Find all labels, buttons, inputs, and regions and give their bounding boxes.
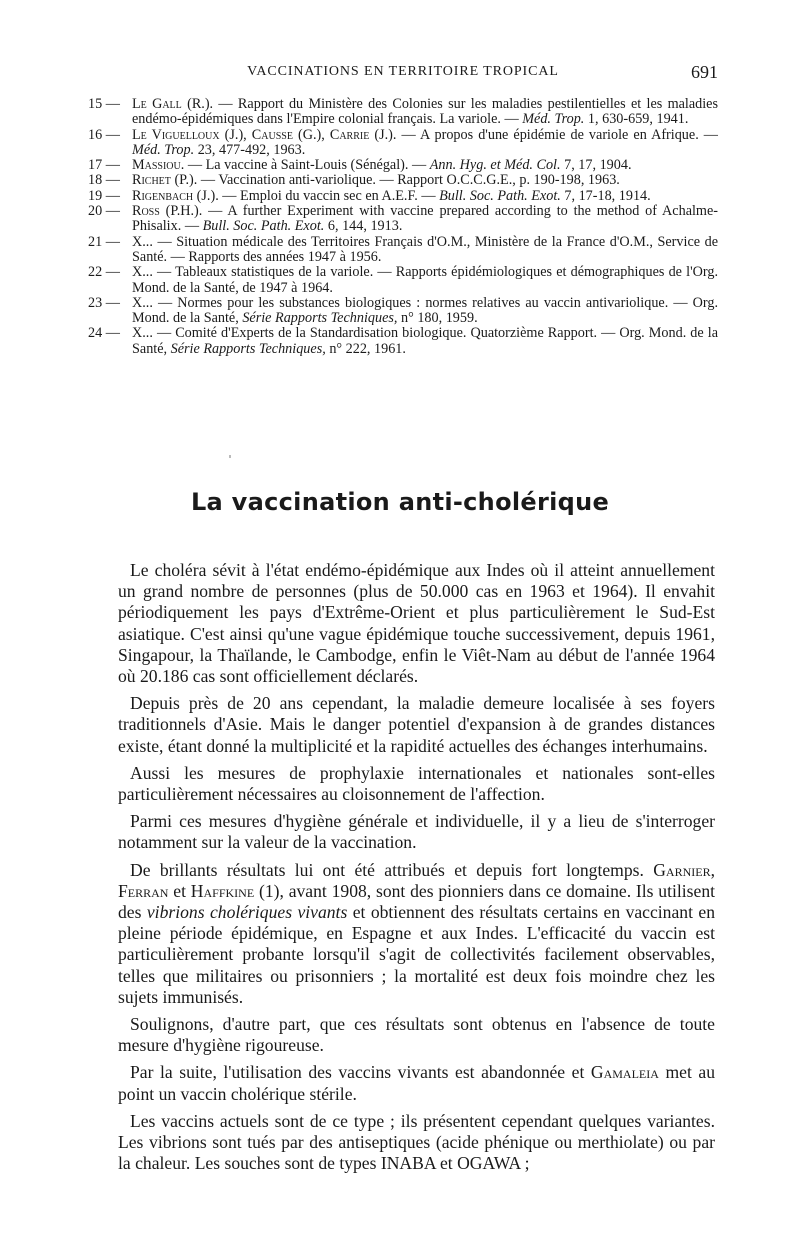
author-name: Le Viguelloux (J.), Causse (G.), Carrie (J.). bbox=[132, 126, 397, 143]
italic-text: Méd. Trop. bbox=[132, 141, 195, 158]
author-name: Ferran bbox=[118, 880, 169, 901]
reference-number: 15 — bbox=[88, 96, 120, 112]
reference-number: 20 — bbox=[88, 203, 120, 220]
italic-text: Série Rapports Techniques, bbox=[242, 310, 398, 327]
text-run: — Vaccination anti-variolique. — Rapport O.C.C.G.E., p. 190-198, 1963. bbox=[197, 172, 620, 189]
text-run: 23, 477-492, 1963. bbox=[194, 141, 306, 158]
reference-text bbox=[132, 296, 718, 327]
paragraph bbox=[118, 693, 715, 757]
reference-number: 19 — bbox=[88, 187, 120, 204]
author-name: Haffkine bbox=[190, 880, 255, 901]
scan-mark bbox=[229, 455, 231, 458]
paragraph bbox=[118, 1014, 715, 1056]
reference-item bbox=[88, 326, 718, 357]
text-run: et obtiennent des résultats certains en vaccinant en pleine période épidémique, en Espagne et aux Indes. L'efficacité du vaccin est particulièrement probante lorsqu'il s'agit de collectivités facilement observables, telles que militaires ou prisonniers ; la mortalité est deux fois moindre chez les sujets immunisés. bbox=[118, 902, 715, 1007]
reference-number: 17 — bbox=[88, 157, 120, 174]
text-run: 7, 17-18, 1914. bbox=[560, 187, 651, 204]
text-run: n° 180, 1959. bbox=[397, 310, 478, 327]
text-run: X... — Situation médicale des Territoires Français d'O.M., Ministère de la France d'O.M., Service de Santé. — Rapports des années 1947 à 1956. bbox=[132, 233, 718, 265]
page-number: 691 bbox=[691, 62, 718, 82]
text-run: — Emploi du vaccin sec en A.E.F. — bbox=[218, 187, 440, 204]
italic-text: Bull. Soc. Path. Exot. bbox=[202, 218, 325, 235]
paragraph bbox=[118, 860, 715, 1008]
text-run: — La vaccine à Saint-Louis (Sénégal). — bbox=[184, 157, 430, 174]
reference-item bbox=[88, 173, 718, 188]
text-run: 7, 17, 1904. bbox=[560, 157, 632, 174]
italic-text: vibrions cholériques vivants bbox=[146, 902, 348, 923]
text-run: — A propos d'une épidémie de variole en Afrique. — bbox=[396, 126, 718, 143]
running-header bbox=[88, 62, 718, 84]
italic-text: Ann. Hyg. et Méd. Col. bbox=[429, 157, 561, 174]
text-run: X... — Comité d'Experts de la Standardisation biologique. Quatorzième Rapport. — Org. Mond. de la Santé, bbox=[132, 325, 718, 357]
text-run: , bbox=[710, 859, 715, 880]
text-run: — A further Experiment with vaccine prepared according to the method of Achalme-Phisalix. — bbox=[132, 203, 718, 235]
section-title: La vaccination anti-cholérique bbox=[190, 488, 610, 516]
reference-list bbox=[88, 97, 718, 357]
text-run: Les vaccins actuels sont de ce type ; ils présentent cependant quelques variantes. Les vibrions sont tués par des antiseptiques (acide phénique ou merthiolate) ou par la chaleur. Les souches sont de types INABA et OGAWA ; bbox=[118, 1110, 715, 1174]
article-body bbox=[118, 560, 715, 1180]
text-run: Par la suite, l'utilisation des vaccins vivants est abandonnée et bbox=[130, 1062, 591, 1083]
reference-text bbox=[132, 158, 718, 173]
text-run: Soulignons, d'autre part, que ces résultats sont obtenus en l'absence de toute mesure d'hygiène rigoureuse. bbox=[118, 1014, 715, 1056]
reference-text bbox=[132, 128, 718, 159]
reference-item bbox=[88, 189, 718, 204]
author-name: Rigenbach (J.). bbox=[132, 187, 219, 204]
reference-text bbox=[132, 204, 718, 235]
paragraph bbox=[118, 1111, 715, 1175]
text-run: X... — Normes pour les substances biologiques : normes relatives au vaccin antivariolique. — Org. Mond. de la Santé, bbox=[132, 294, 718, 327]
reference-text bbox=[132, 265, 718, 296]
reference-item bbox=[88, 128, 718, 159]
reference-item bbox=[88, 204, 718, 235]
reference-number: 18 — bbox=[88, 172, 120, 189]
paragraph bbox=[118, 1062, 715, 1104]
reference-number: 23 — bbox=[88, 294, 120, 311]
reference-text bbox=[132, 235, 718, 266]
reference-number: 24 — bbox=[88, 325, 120, 342]
text-run: n° 222, 1961. bbox=[325, 340, 406, 357]
reference-number: 21 — bbox=[88, 233, 120, 250]
text-run: De brillants résultats lui ont été attribués et depuis fort longtemps. bbox=[130, 859, 654, 880]
paragraph bbox=[118, 811, 715, 853]
reference-text bbox=[132, 97, 718, 128]
author-name: Le Gall (R.). bbox=[132, 96, 214, 112]
reference-item bbox=[88, 296, 718, 327]
text-run: 6, 144, 1913. bbox=[324, 218, 403, 235]
text-run: Aussi les mesures de prophylaxie internationales et nationales sont-elles particulièrement nécessaires au cloisonnement de l'affection. bbox=[118, 762, 715, 805]
running-title: VACCINATIONS EN TERRITOIRE TROPICAL bbox=[247, 64, 559, 79]
italic-text: Méd. Trop. bbox=[522, 111, 585, 128]
author-name: Massiou. bbox=[132, 157, 185, 174]
text-run: Depuis près de 20 ans cependant, la maladie demeure localisée à ses foyers traditionnels d'Asie. Mais le danger potentiel d'expansion à de grandes distances existe, étant donné la multiplicité et la rapidité actuelles des échanges interhumains. bbox=[118, 693, 715, 756]
reference-item bbox=[88, 97, 718, 128]
text-run: Parmi ces mesures d'hygiène générale et individuelle, il y a lieu de s'interroger notamment sur la valeur de la vaccination. bbox=[118, 811, 715, 853]
italic-text: Bull. Soc. Path. Exot. bbox=[439, 187, 561, 204]
reference-number: 16 — bbox=[88, 126, 120, 143]
author-name: Ross (P.H.). bbox=[132, 203, 203, 220]
reference-item bbox=[88, 265, 718, 296]
paragraph bbox=[118, 763, 715, 805]
text-run: X... — Tableaux statistiques de la variole. — Rapports épidémiologiques et démographiques de l'Org. Mond. de la Santé, de 1947 à 1964. bbox=[132, 264, 718, 296]
author-name: Garnier bbox=[653, 859, 711, 880]
reference-number: 22 — bbox=[88, 264, 120, 281]
author-name: Richet (P.). bbox=[132, 172, 198, 189]
text-run: et bbox=[168, 880, 191, 901]
text-run: (1), avant 1908, sont des pionniers dans ce domaine. Ils utilisent des bbox=[118, 880, 715, 923]
reference-text bbox=[132, 189, 718, 204]
reference-item bbox=[88, 235, 718, 266]
text-run: 1, 630-659, 1941. bbox=[584, 111, 689, 128]
text-run: — Rapport du Ministère des Colonies sur les maladies pestilentielles et les maladies endémo-épidémiques dans l'Empire colonial français. La variole. — bbox=[132, 96, 718, 128]
reference-text bbox=[132, 173, 718, 188]
text-run: met au point un vaccin cholérique stérile. bbox=[118, 1062, 715, 1104]
reference-item bbox=[88, 158, 718, 173]
text-run: Le choléra sévit à l'état endémo-épidémique aux Indes où il atteint annuellement un grand nombre de personnes (plus de 50.000 cas en 1963 et 1964). Il envahit périodiquement les pays d'Extrême-Orient et plus particulièrement le Sud-Est asiatique. C'est ainsi qu'une vague épidémique touche successivement, depuis 1961, Singapour, la Thaïlande, le Cambodge, enfin le Viêt-Nam au début de l'année 1964 où 20.186 cas sont officiellement déclarés. bbox=[118, 560, 715, 687]
reference-text bbox=[132, 326, 718, 357]
italic-text: Série Rapports Techniques, bbox=[170, 340, 326, 357]
paragraph bbox=[118, 560, 715, 687]
author-name: Gamaleia bbox=[590, 1062, 659, 1083]
